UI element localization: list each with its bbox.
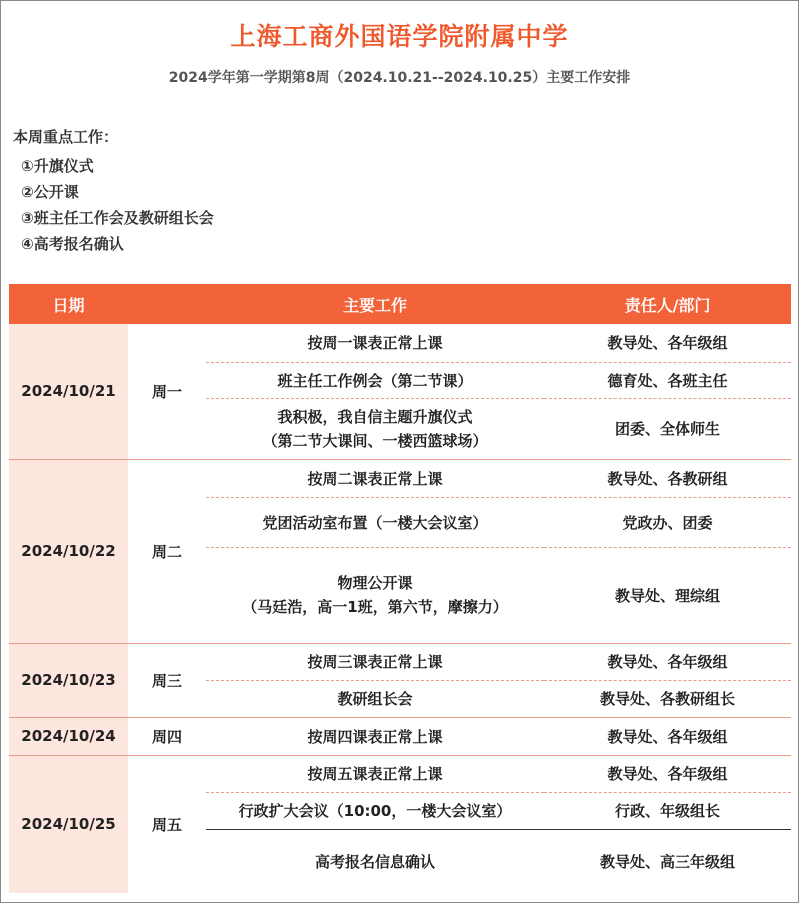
focus-item: ④高考报名确认: [21, 235, 124, 253]
work-line: 物理公开课: [337, 574, 413, 592]
work-line: 我积极，我自信主题升旗仪式: [277, 407, 473, 426]
focus-item: ③班主任工作会及教研组长会: [21, 209, 214, 227]
work-cell: 按周三课表正常上课: [206, 643, 544, 680]
resp-cell: 教导处、高三年级组: [599, 852, 735, 871]
weekday-cell: 周二: [128, 459, 206, 643]
weekday-cell: 周一: [128, 324, 206, 459]
weekly-focus: [13, 126, 214, 257]
resp-cell: 教导处、理综组: [544, 547, 791, 643]
work-cell: 班主任工作例会（第二节课）: [206, 362, 544, 398]
work-cell: 按周四课表正常上课: [206, 717, 544, 755]
weekday-cell: 周四: [128, 717, 206, 755]
resp-cell: 教导处、各年级组: [544, 755, 791, 792]
focus-item: ②公开课: [21, 183, 79, 201]
table-row: [9, 324, 791, 362]
date-cell: 2024/10/24: [9, 717, 128, 755]
work-cell: 高考报名信息确认: [314, 852, 435, 871]
page-subtitle: 2024学年第一学期第8周（2024.10.21--2024.10.25）主要工作安排: [168, 70, 631, 86]
resp-cell: 行政、年级组长: [544, 792, 791, 829]
work-line: （第二节大课间、一楼西篮球场）: [262, 431, 488, 450]
resp-cell: 党政办、团委: [544, 497, 791, 547]
resp-cell: 教导处、各教研组: [544, 459, 791, 497]
date-cell: 2024/10/22: [9, 459, 128, 643]
work-cell: [206, 398, 544, 459]
header-work: 主要工作: [206, 284, 544, 324]
table-row: [9, 459, 791, 497]
resp-cell: 团委、全体师生: [544, 398, 791, 459]
work-cell: 按周五课表正常上课: [206, 755, 544, 792]
resp-cell: 德育处、各班主任: [544, 362, 791, 398]
date-cell: 2024/10/23: [9, 643, 128, 717]
header-date: 日期: [9, 284, 128, 324]
work-line: （马廷浩，高一1班，第六节，摩擦力）: [242, 598, 508, 616]
header-spacer: [128, 284, 206, 324]
header-resp: 责任人/部门: [544, 284, 791, 324]
work-cell: [206, 547, 544, 643]
table-row: [9, 643, 791, 680]
resp-cell: 教导处、各年级组: [544, 643, 791, 680]
date-cell: 2024/10/21: [9, 324, 128, 459]
work-cell: 按周一课表正常上课: [206, 324, 544, 362]
work-cell: 教研组长会: [206, 680, 544, 717]
focus-item: ①升旗仪式: [21, 157, 94, 175]
table-row: [9, 755, 791, 792]
resp-cell: 教导处、各教研组长: [544, 680, 791, 717]
work-cell: 按周二课表正常上课: [206, 459, 544, 497]
work-cell: 党团活动室布置（一楼大会议室）: [206, 497, 544, 547]
weekday-cell: 周五: [151, 815, 182, 834]
table-header-row: [9, 284, 791, 324]
work-cell: 行政扩大会议（10:00，一楼大会议室）: [206, 792, 544, 829]
schedule-table: [9, 284, 791, 893]
table-row: [9, 717, 791, 755]
weekly-focus-heading: 本周重点工作：: [13, 128, 119, 146]
page-title: 上海工商外国语学院附属中学: [230, 22, 569, 51]
weekday-cell: 周三: [128, 643, 206, 717]
resp-cell: 教导处、各年级组: [544, 324, 791, 362]
resp-cell: 教导处、各年级组: [544, 717, 791, 755]
date-cell: 2024/10/25: [9, 755, 128, 893]
